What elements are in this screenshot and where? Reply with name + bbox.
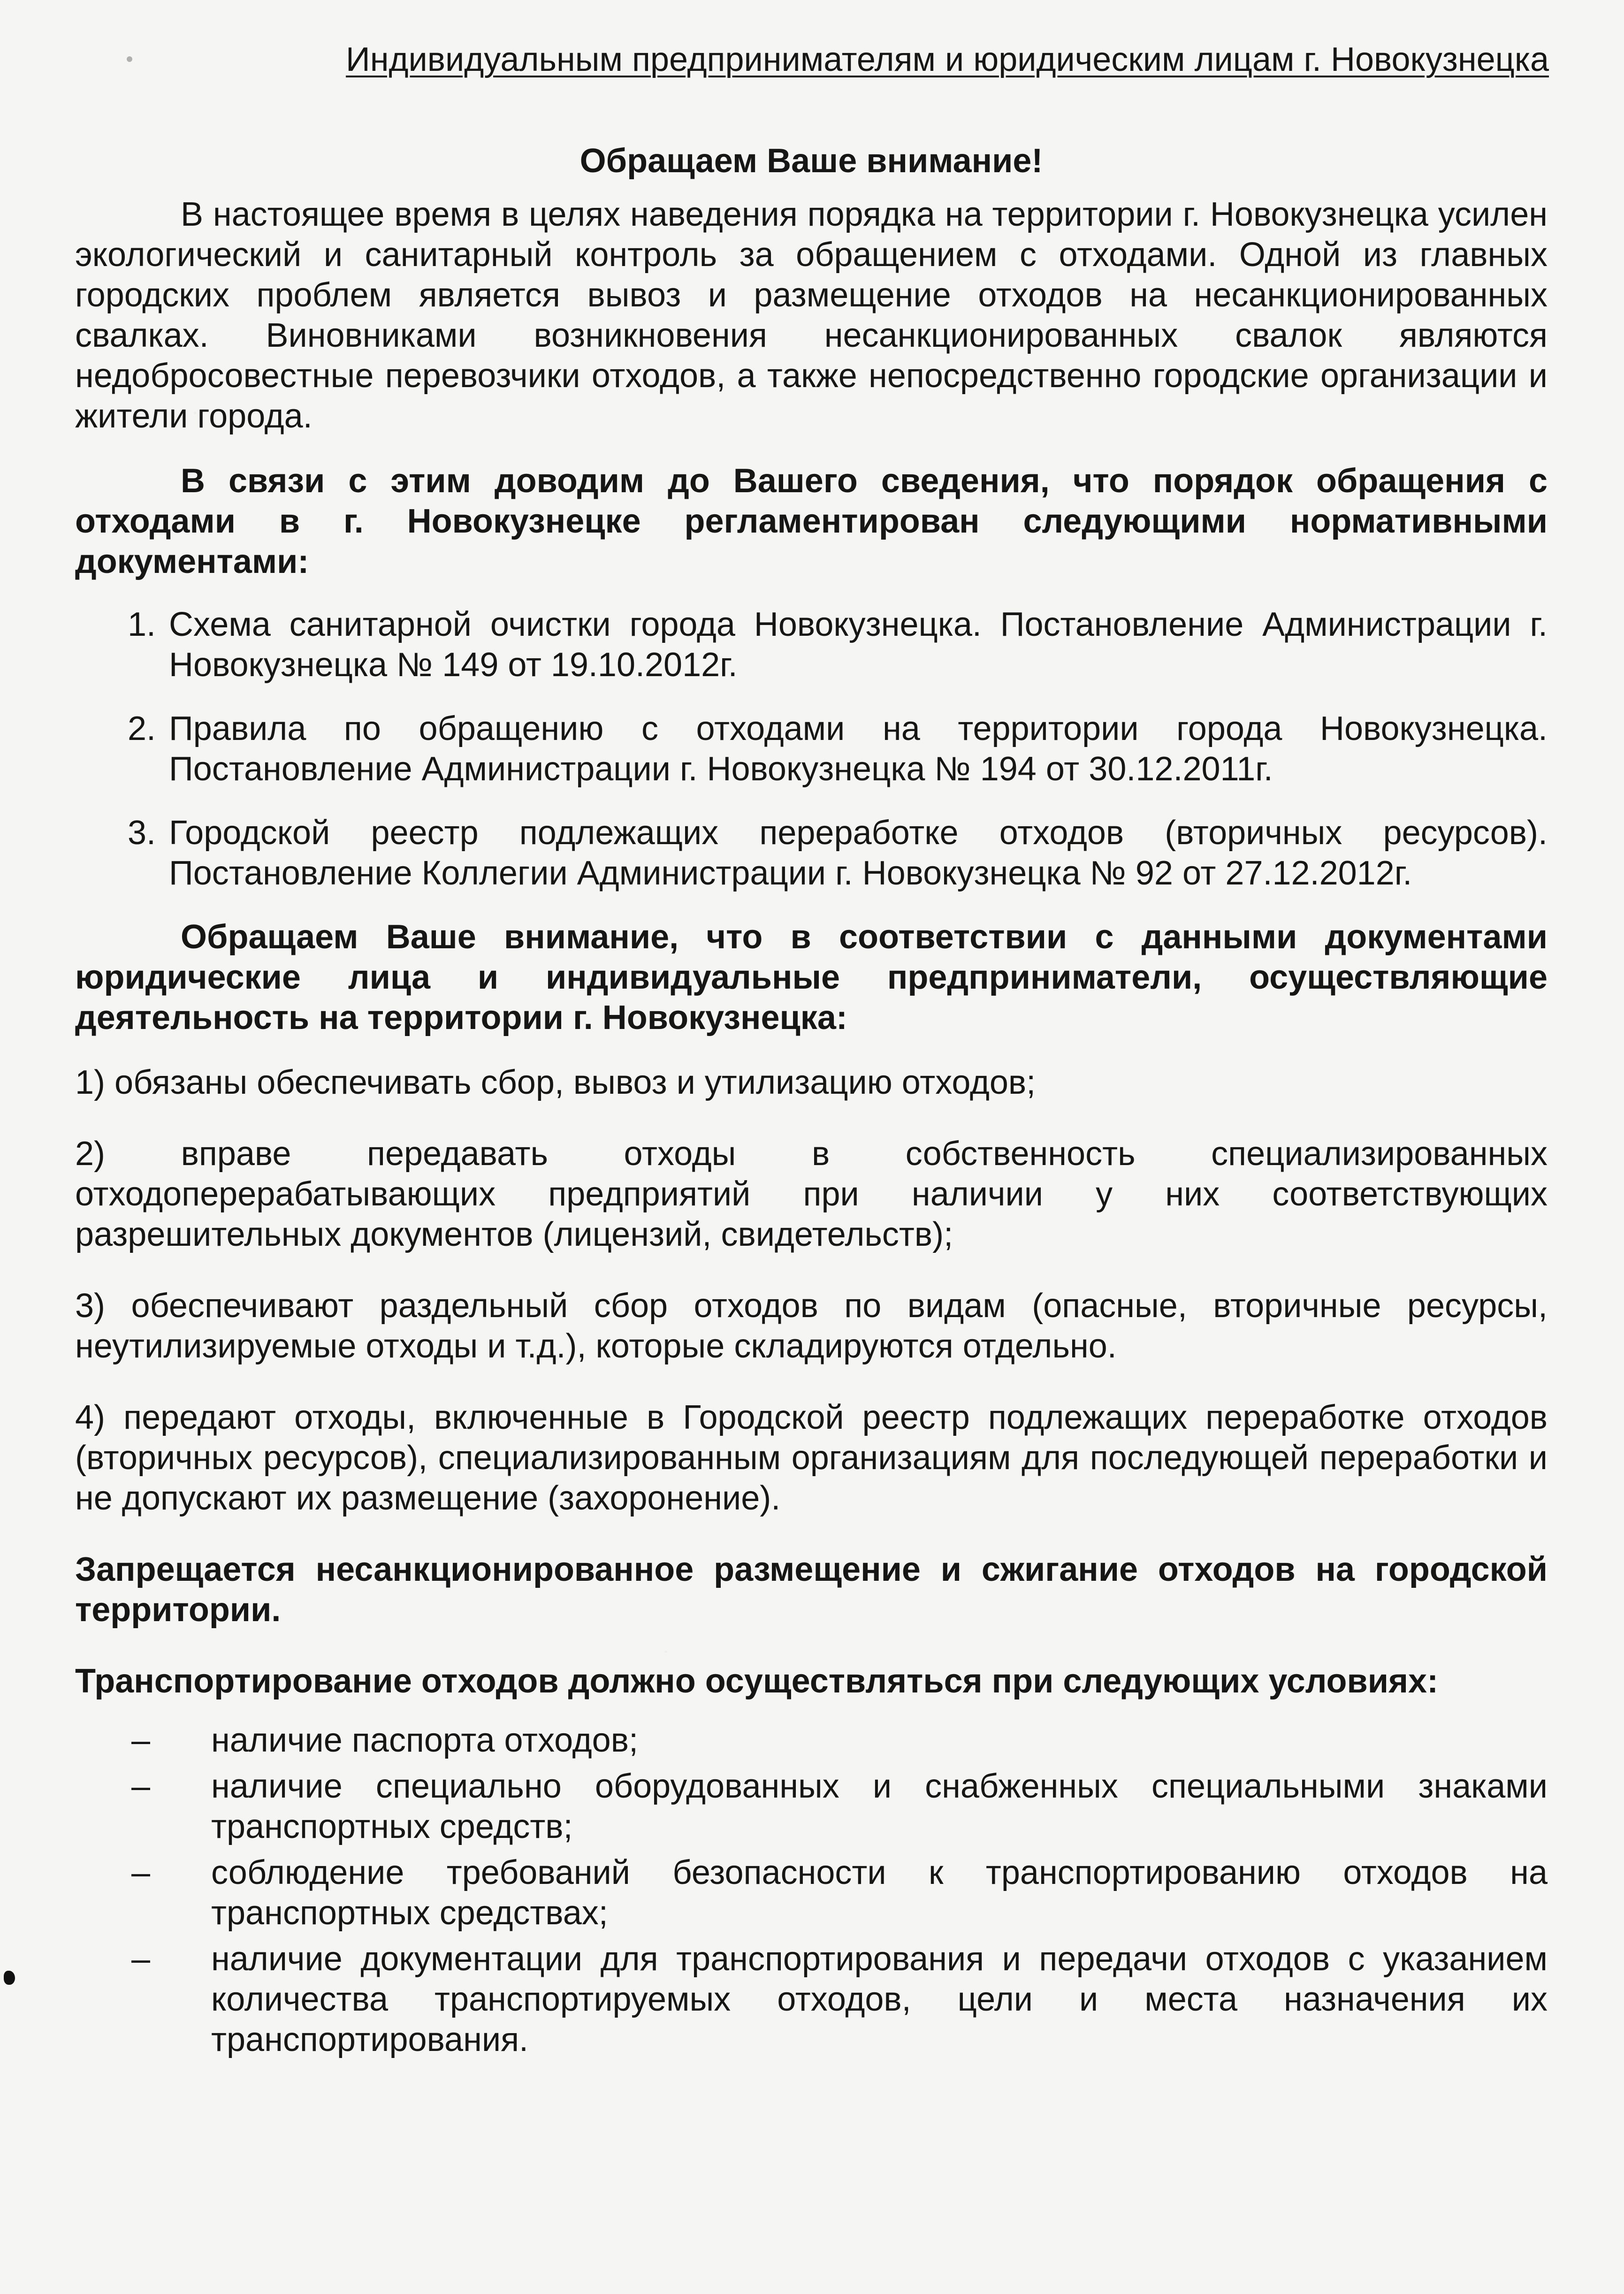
regulation-text: Схема санитарной очистки города Новокузнецка. Постановление Администрации г. Новокузнецка № 149 от 19.10.2012г. bbox=[169, 606, 1548, 684]
dash-bullet: – bbox=[131, 1940, 151, 1978]
regulation-text: Городской реестр подлежащих переработке отходов (вторичных ресурсов). Постановление Коллегии Администрации г. Новокузнецка № 92 от 27.12.2012г. bbox=[169, 814, 1548, 892]
obligations-intro: Обращаем Ваше внимание, что в соответствии с данными документами юридические лица и индивидуальные предприниматели, осуществляющие деятельность на территории г. Новокузнецка: bbox=[75, 918, 1548, 1036]
regulated-notice: В связи с этим доводим до Вашего сведения, что порядок обращения с отходами в г. Новокузнецке регламентирован следующими нормативными документами: bbox=[75, 462, 1548, 580]
regulation-number: 1. bbox=[127, 606, 156, 643]
scan-edge-mark bbox=[4, 1971, 15, 1985]
dash-bullet: – bbox=[131, 1722, 151, 1759]
obligation-2: 2) вправе передавать отходы в собственность специализированных отходоперерабатывающих предприятий при наличии у них соответствующих разрешительных документов (лицензий, свидетельств); bbox=[75, 1135, 1548, 1253]
obligation-4: 4) передают отходы, включенные в Городской реестр подлежащих переработке отходов (вторичных ресурсов), специализированным организациям для последующей переработки и не допускают их размещение (захоронение). bbox=[75, 1399, 1548, 1517]
regulation-item bbox=[75, 813, 1548, 893]
dash-bullet: – bbox=[131, 1854, 151, 1891]
document-title: Обращаем Ваше внимание! bbox=[579, 142, 1043, 180]
regulation-item bbox=[75, 604, 1548, 685]
obligation-3: 3) обеспечивают раздельный сбор отходов по видам (опасные, вторичные ресурсы, неутилизируемые отходы и т.д.), которые складируются отдельно. bbox=[75, 1287, 1548, 1365]
obligation-1: 1) обязаны обеспечивать сбор, вывоз и утилизацию отходов; bbox=[75, 1064, 1036, 1101]
transport-condition-item bbox=[75, 1766, 1548, 1847]
transport-condition-text: наличие специально оборудованных и снабженных специальными знаками транспортных средств; bbox=[211, 1768, 1548, 1845]
regulation-text: Правила по обращению с отходами на территории города Новокузнецка. Постановление Администрации г. Новокузнецка № 194 от 30.12.2011г. bbox=[169, 710, 1548, 788]
transport-condition-text: наличие документации для транспортирования и передачи отходов с указанием количества транспортируемых отходов, цели и места назначения их транспортирования. bbox=[211, 1940, 1548, 2058]
regulation-number: 3. bbox=[127, 814, 156, 852]
regulations-list bbox=[75, 604, 1548, 893]
transport-condition-item bbox=[75, 1939, 1548, 2060]
regulation-number: 2. bbox=[127, 710, 156, 747]
scan-speck-mark bbox=[127, 56, 132, 62]
dash-bullet: – bbox=[131, 1768, 151, 1805]
document-body bbox=[75, 141, 1548, 2065]
transport-condition-item bbox=[75, 1720, 1548, 1761]
transport-condition-text: соблюдение требований безопасности к транспортированию отходов на транспортных средствах; bbox=[211, 1854, 1548, 1932]
addressee-header: Индивидуальным предпринимателям и юридическим лицам г. Новокузнецка bbox=[345, 41, 1549, 78]
transport-conditions-intro: Транспортирование отходов должно осуществляться при следующих условиях: bbox=[75, 1662, 1439, 1700]
regulation-item bbox=[75, 709, 1548, 789]
transport-conditions-list bbox=[75, 1720, 1548, 2060]
transport-condition-text: наличие паспорта отходов; bbox=[211, 1722, 638, 1759]
prohibition-statement: Запрещается несанкционированное размещение и сжигание отходов на городской территории. bbox=[75, 1551, 1548, 1629]
transport-condition-item bbox=[75, 1852, 1548, 1933]
intro-paragraph: В настоящее время в целях наведения порядка на территории г. Новокузнецка усилен экологический и санитарный контроль за обращением с отходами. Одной из главных городских проблем является вывоз и размещение отходов на несанкционированных свалках. Виновниками возникновения несанкционированных свалок являются недобросовестные перевозчики отходов, а также непосредственно городские организации и жители города. bbox=[75, 196, 1548, 435]
